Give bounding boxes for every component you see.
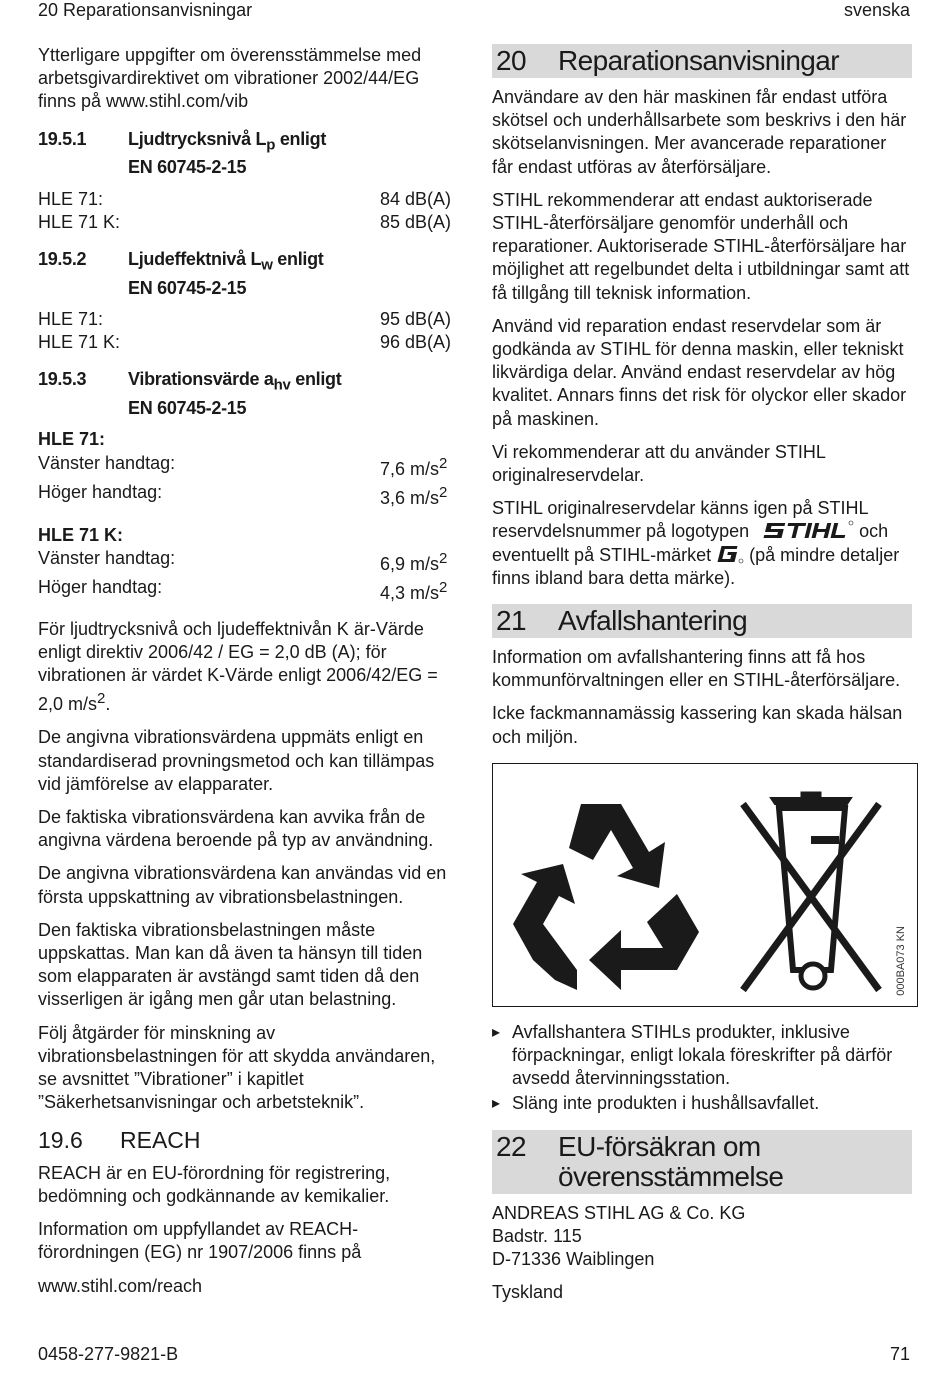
recycling-arrows-icon <box>513 804 699 990</box>
paragraph: STIHL rekommenderar att endast auktoriserade STIHL-återförsäljare genomför underhåll och reparationer. Auktoriserade STIHL-återförsäljare har möjlighet att regelbundet delta i utbildningar samt att få tillgång till teknisk information. <box>492 189 910 303</box>
subheading-sound-pressure <box>38 128 458 180</box>
value-row: HLE 71 K: 85 dB(A) <box>38 211 452 232</box>
section-heading-21 <box>492 604 912 638</box>
heading-title: REACH <box>120 1126 201 1153</box>
heading-number: 19.6 <box>38 1126 83 1153</box>
value-row: Vänster handtag: 7,6 $m/s^2$ <box>38 452 448 479</box>
paragraph: REACH är en EU-förordning för registrering, bedömning och godkännande av kemikalier. <box>38 1162 391 1206</box>
figure-code: 000BA073 KN <box>894 926 907 996</box>
vibration-values-hle71k <box>38 524 458 606</box>
section-number: 21 <box>496 605 526 637</box>
paragraph: Den faktiska vibrationsbelastningen måste uppskattas. Man kan då även ta hänsyn till tiden som elapparaten är avstängd samt tiden då den visserligen är igång men går utan belastning. <box>38 919 423 1010</box>
paragraph: Vi rekommenderar att du använder STIHL originalreservdelar. <box>492 441 826 486</box>
subheading-number: 19.5.2 <box>38 249 87 270</box>
manufacturer-address: ANDREAS STIHL AG & Co. KG Badstr. 115 D-71336 Waiblingen <box>492 1202 746 1270</box>
subheading-sound-power <box>38 248 458 300</box>
recycle-and-bin-illustration <box>493 764 917 1006</box>
k-value-paragraph: För ljudtrycksnivå och ljudeffektnivån K är-Värde enligt direktiv 2006/42 / EG = 2,0 dB (A); för vibrationen är värdet K-Värde enligt 2006/42/EG = 2,0 $m/s^2$. <box>38 618 438 715</box>
paragraph-logos: STIHL originalreservdelar känns igen på STIHL reservdelsnummer på logotypen och eventuellt på STIHL-märket (på mindre detaljer finns ibland bara detta märke). <box>492 498 900 588</box>
model-label: HLE 71: <box>38 429 106 450</box>
right-column <box>492 44 912 1315</box>
subheading-title: Ljudeffektnivå $L_w$ enligt EN 60745-2-15 <box>128 249 324 298</box>
paragraph: De angivna vibrationsvärdena kan användas vid en första uppskattning av vibrationsbelastningen. <box>38 863 447 907</box>
vibration-values-hle71 <box>38 428 458 510</box>
paragraph: Använd vid reparation endast reservdelar som är godkända av STIHL för denna maskin, eller tekniskt likvärdiga delar. Använd endast reservdelar av hög kvalitet. Annars finns det risk för olyckor eller skador på maskinen. <box>492 315 907 429</box>
running-header-language: svenska <box>843 0 910 20</box>
value-row: HLE 71: 84 dB(A) <box>38 188 452 209</box>
value-row: HLE 71 K: 96 dB(A) <box>38 332 452 353</box>
list-item: ▸ Avfallshantera STIHLs produkter, inklusive förpackningar, enligt lokala föreskrifter på därför avsedd återvinningsstation. <box>492 1021 912 1091</box>
section-title: Avfallshantering <box>558 605 748 637</box>
list-item: ▸ Släng inte produkten i hushållsavfallet. <box>492 1092 912 1115</box>
paragraph: Följ åtgärder för minskning av vibrationsbelastningen för att skydda användaren, se avsnittet ”Vibrationer” i kapitlet ”Säkerhetsanvisningar och arbetsteknik”. <box>38 1022 436 1113</box>
value-row: HLE 71: 95 dB(A) <box>38 309 452 330</box>
disposal-bullet-list <box>492 1021 912 1116</box>
value-row: Höger handtag: 3,6 $m/s^2$ <box>38 481 448 508</box>
country: Tyskland <box>492 1282 564 1303</box>
page-number: 71 <box>889 1344 910 1364</box>
vibration-directive-intro: Ytterligare uppgifter om överensstämmelse med arbetsgivardirektivet om vibrationer 2002/44/EG finns på www.stihl.com/vib <box>38 45 422 112</box>
paragraph: De faktiska vibrationsvärdena kan avvika från de angivna värdena beroende på typ av användning. <box>38 807 434 851</box>
running-header-chapter: 20 Reparationsanvisningar <box>38 0 253 20</box>
reach-url: www.stihl.com/reach <box>38 1275 203 1296</box>
left-column <box>38 44 458 1308</box>
subheading-vibration <box>38 368 458 420</box>
section-number: 20 <box>496 45 526 76</box>
crossed-out-bin-icon <box>743 792 879 990</box>
document-number: 0458-277-9821-B <box>38 1344 179 1364</box>
paragraph: Icke fackmannamässig kassering kan skada hälsan och miljön. <box>492 703 903 747</box>
paragraph: Information om uppfyllandet av REACH-förordningen (EG) nr 1907/2006 finns på <box>38 1219 362 1263</box>
paragraph: Användare av den här maskinen får endast utföra skötsel och underhållsarbete som beskrivs i den här skötselanvisningen. Mer avancerade reparationer får endast utföras av återförsäljare. <box>492 87 907 177</box>
sound-power-values <box>38 308 458 354</box>
value-row: Vänster handtag: 6,9 $m/s^2$ <box>38 548 448 575</box>
subheading-title: Ljudtrycksnivå $L_p$ enligt EN 60745-2-15 <box>128 128 327 178</box>
section-number: 22 <box>496 1130 526 1162</box>
section-title: Reparationsanvisningar <box>558 45 839 76</box>
section-heading-22 <box>492 1130 912 1194</box>
value-row: Höger handtag: 4,3 $m/s^2$ <box>38 577 448 604</box>
disposal-figure <box>492 763 918 1007</box>
section-heading-20 <box>492 44 912 78</box>
gs-mark-icon <box>716 544 744 564</box>
subheading-title: Vibrationsvärde $a_{hv}$ enligt EN 60745-2-15 <box>128 369 342 419</box>
section-title: EU-försäkran om överensstämmelse <box>558 1130 784 1192</box>
sound-pressure-values <box>38 188 458 234</box>
subheading-number: 19.5.1 <box>38 128 87 149</box>
subheading-number: 19.5.3 <box>38 369 87 390</box>
model-label: HLE 71 K: <box>38 525 124 546</box>
heading-reach <box>38 1126 458 1153</box>
stihl-logo-icon <box>758 520 854 540</box>
paragraph: De angivna vibrationsvärdena uppmäts enligt en standardiserad provningsmetod och kan tillämpas vid jämförelse av elapparater. <box>38 727 435 794</box>
paragraph: Information om avfallshantering finns att få hos kommunförvaltningen eller en STIHL-återförsäljare. <box>492 647 901 691</box>
